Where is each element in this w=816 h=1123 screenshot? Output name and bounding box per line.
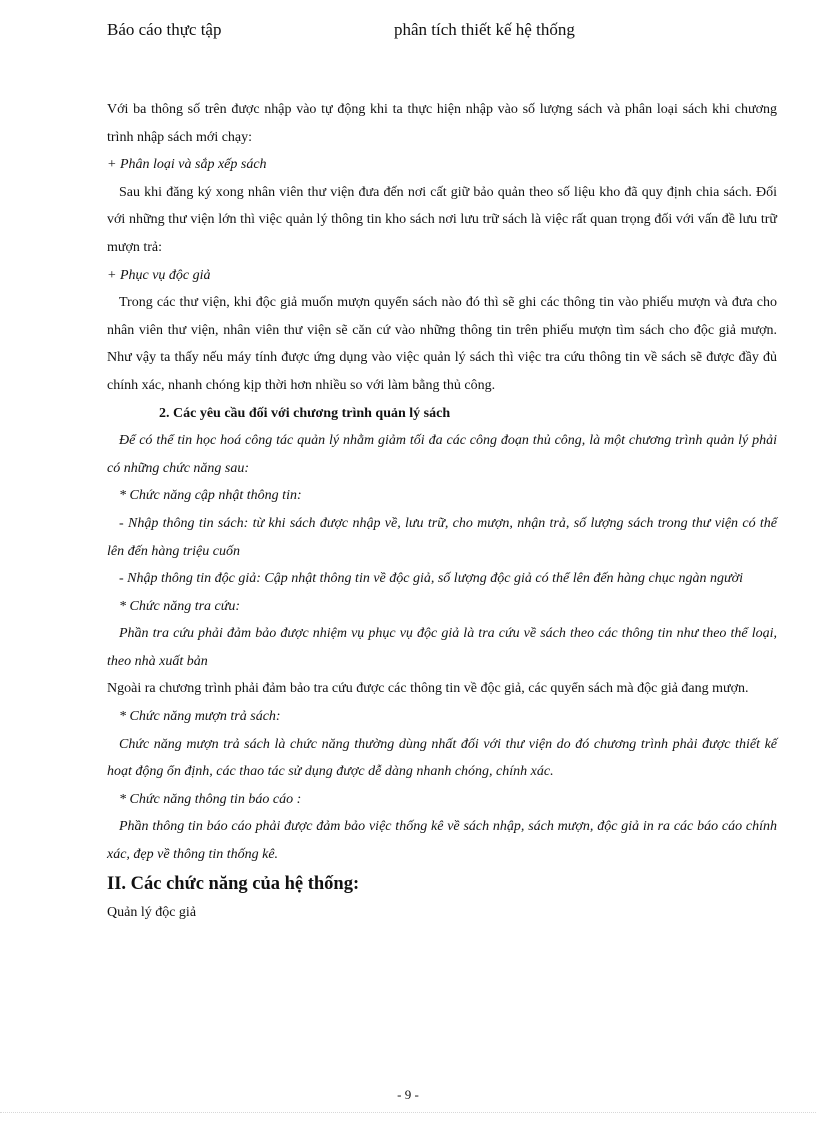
page-header [107,20,776,44]
subheading: + Phân loại và sắp xếp sách [107,157,267,173]
header-right-title: phân tích thiết kế hệ thống [394,20,575,39]
paragraph: Ngoài ra chương trình phải đảm bảo tra cứu được các thông tin về độc giả, các quyển sách mà độc giả đang mượn. [107,681,749,697]
subheading: * Chức năng tra cứu: [119,598,241,614]
paragraph: Trong các thư viện, khi độc giả muốn mượn quyển sách nào đó thì sẽ ghi các thông tin vào phiếu mượn và đưa cho nhân viên thư viện, nhân viên thư viện sẽ căn cứ vào những thông tin trên phiếu mượn tìm sách cho độc giả mượn. Như vậy ta thấy nếu máy tính được ứng dụng vào việc quản lý sách thì việc tra cứu thông tin về sách sẽ được đầy đủ chính xác, nhanh chóng kịp thời hơn nhiều so với làm bằng thủ công. [107,295,777,393]
subheading: * Chức năng cập nhật thông tin: [119,488,302,504]
paragraph: Phần thông tin báo cáo phải được đảm bảo việc thống kê về sách nhập, sách mượn, độc giả in ra các báo cáo chính xác, đẹp về thông tin thống kê. [107,819,777,863]
header-left-title: Báo cáo thực tập [107,20,222,39]
subheading: * Chức năng thông tin báo cáo : [119,791,302,807]
page-bottom-divider [0,1112,816,1113]
paragraph: - Nhập thông tin sách: từ khi sách được nhập về, lưu trữ, cho mượn, nhận trả, số lượng sách trong thư viện có thể lên đến hàng triệu cuốn [107,515,777,559]
paragraph: Để có thể tin học hoá công tác quản lý nhằm giảm tối đa các công đoạn thủ công, là một chương trình quản lý phải có những chức năng sau: [107,433,777,476]
section-heading: 2. Các yêu cầu đối với chương trình quản lý sách [159,405,451,421]
paragraph: Với ba thông số trên được nhập vào tự động khi ta thực hiện nhập vào số lượng sách và phân loại sách khi chương trình nhập sách mới chạy: [107,102,777,145]
paragraph: - Nhập thông tin độc giả: Cập nhật thông tin về độc giả, số lượng độc giả có thể lên đến hàng chục ngàn người [119,571,743,587]
paragraph: Chức năng mượn trả sách là chức năng thường dùng nhất đối với thư viện do đó chương trình phải được thiết kế hoạt động ổn định, các thao tác sử dụng được dễ dàng nhanh chóng, chính xác. [107,736,777,780]
paragraph: Sau khi đăng ký xong nhân viên thư viện đưa đến nơi cất giữ bảo quản theo số liệu kho đã quy định chia sách. Đối với những thư viện lớn thì việc quản lý thông tin kho sách nơi lưu trữ sách là việc rất quan trọng đối với vấn đề lưu trữ mượn trả: [107,184,777,255]
subheading: * Chức năng mượn trả sách: [119,709,281,725]
paragraph: Quản lý độc giả [107,904,197,920]
subheading: + Phục vụ độc giả [107,267,211,283]
paragraph: Phần tra cứu phải đảm bảo được nhiệm vụ phục vụ độc giả là tra cứu về sách theo các thông tin như theo thể loại, theo nhà xuất bản [107,626,777,669]
chapter-heading: II. Các chức năng của hệ thống: [107,873,360,894]
document-body [107,96,777,926]
page-number: - 9 - [397,1087,419,1102]
